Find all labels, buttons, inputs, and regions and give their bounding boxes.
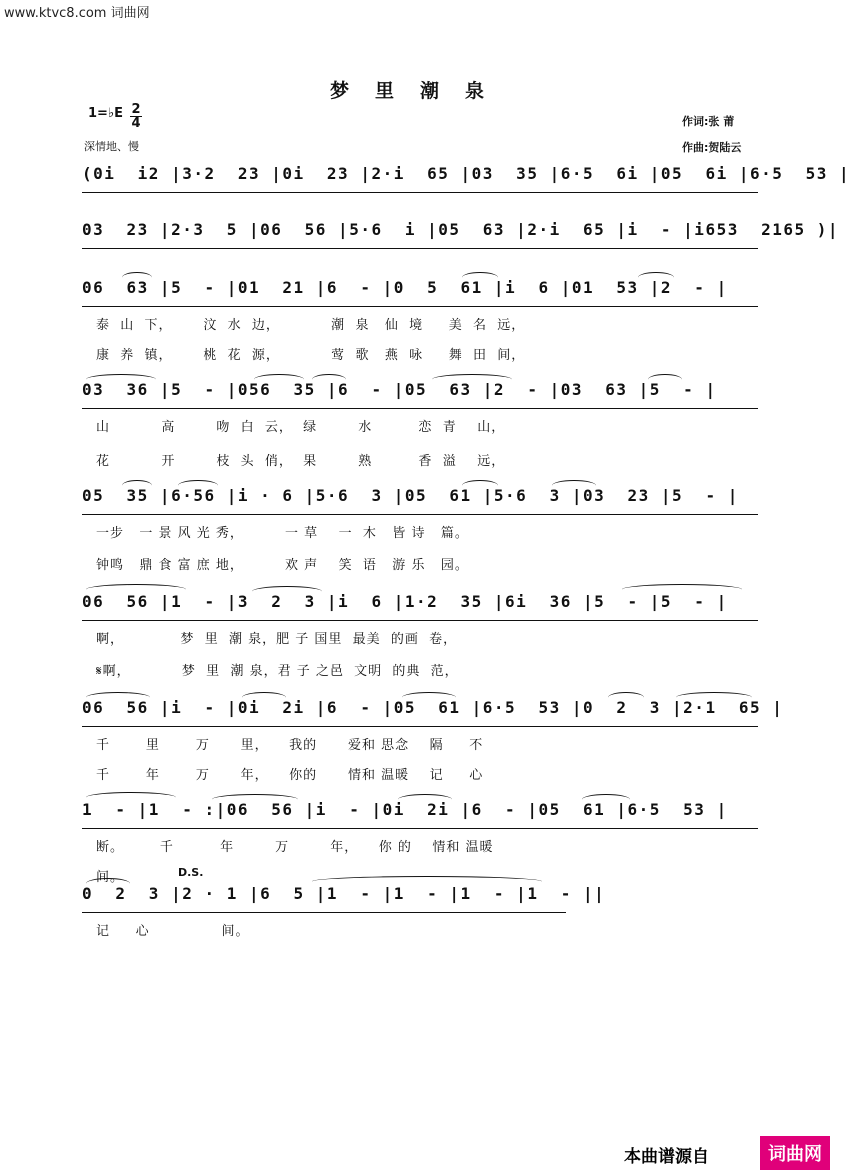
notation-notes: (0i i2 |3·2 23 |0i 23 |2·i 65 |03 35 |6·5 6i |05 6i |6·5 53 | [82,164,850,183]
lyricist-credit: 作词:张 莆 [682,115,735,128]
lyric-line-verse-2: 钟鸣 鼎 食 富 庶 地， 欢 声 笑 语 游 乐 园。 [96,558,469,573]
time-bottom: 4 [131,116,141,131]
notation-notes: 05 35 |6·56 |i · 6 |5·6 3 |05 61 |5·6 3 |03 23 |5 - | [82,486,739,505]
lyric-line-verse-1: 千 里 万 里， 我的 爱和 思念 隔 不 [96,738,484,753]
lyric-line-verse-1: 记 心 间。 [96,924,250,939]
lyric-line-verse-1: 啊， 梦 里 潮 泉，肥 子 国里 最美 的画 卷， [96,632,458,647]
notation-notes: 06 56 |i - |0i 2i |6 - |05 61 |6·5 53 |0 2 3 |2·1 65 | [82,698,784,717]
site-watermark[interactable]: www.ktvc8.com 词曲网 [4,6,150,21]
notation-system-8 [82,800,758,829]
lyric-line-verse-2: 千 年 万 年， 你的 情和 温暖 记 心 [96,768,484,783]
notation-system-6 [82,592,758,621]
notation-notes: 1 - |1 - :|06 56 |i - |0i 2i |6 - |05 61 |6·5 53 | [82,800,728,819]
lyric-line-verse-2: 𝄋啊， 梦 里 潮 泉，君 子 之邑 文明 的典 范， [96,664,459,679]
time-signature [130,103,142,130]
source-label: 本曲谱源自 [624,1147,709,1167]
lyric-line-verse-1: 断。 千 年 万 年， 你 的 情和 温暖 [96,840,494,855]
key-signature: 1=♭E [88,106,123,121]
notation-system-9 [82,884,606,913]
notation-notes: 03 36 |5 - |056 35 |6 - |05 63 |2 - |03 63 |5 - | [82,380,717,399]
tempo-marking: 深情地、慢 [84,140,139,153]
dal-segno-marker: D.S. [178,866,204,879]
notation-system-1 [82,164,850,193]
notation-notes: 06 63 |5 - |01 21 |6 - |0 5 61 |i 6 |01 53 |2 - | [82,278,728,297]
lyric-line-verse-2: 花 开 枝 头 俏， 果 熟 香 溢 远， [96,454,506,469]
lyric-line-verse-1: 泰 山 下， 汶 水 边， 潮 泉 仙 境 美 名 远， [96,318,526,333]
brand-logo[interactable]: 词曲网 [760,1136,830,1170]
notation-system-3 [82,278,758,307]
notation-notes: 0 2 3 |2 · 1 |6 5 |1 - |1 - |1 - |1 - || [82,884,606,903]
lyric-line-verse-2: 间。 [96,870,125,885]
song-title: 梦里潮泉 [329,80,510,102]
notation-notes: 06 56 |1 - |3 2 3 |i 6 |1·2 35 |6i 36 |5 - |5 - | [82,592,728,611]
notation-system-4 [82,380,758,409]
time-top: 2 [131,102,141,117]
composer-credit: 作曲:贺陆云 [682,141,742,154]
lyric-line-verse-2: 康 养 镇， 桃 花 源， 莺 歌 燕 咏 舞 田 间， [96,348,526,363]
notation-notes: 03 23 |2·3 5 |06 56 |5·6 i |05 63 |2·i 65 |i - |i653 2165 )| [82,220,840,239]
notation-system-2 [82,220,840,249]
notation-system-5 [82,486,758,515]
lyric-line-verse-1: 一步 一 景 风 光 秀， 一 草 一 木 皆 诗 篇。 [96,526,469,541]
lyric-line-verse-1: 山 高 吻 白 云， 绿 水 恋 青 山， [96,420,506,435]
notation-system-7 [82,698,784,727]
